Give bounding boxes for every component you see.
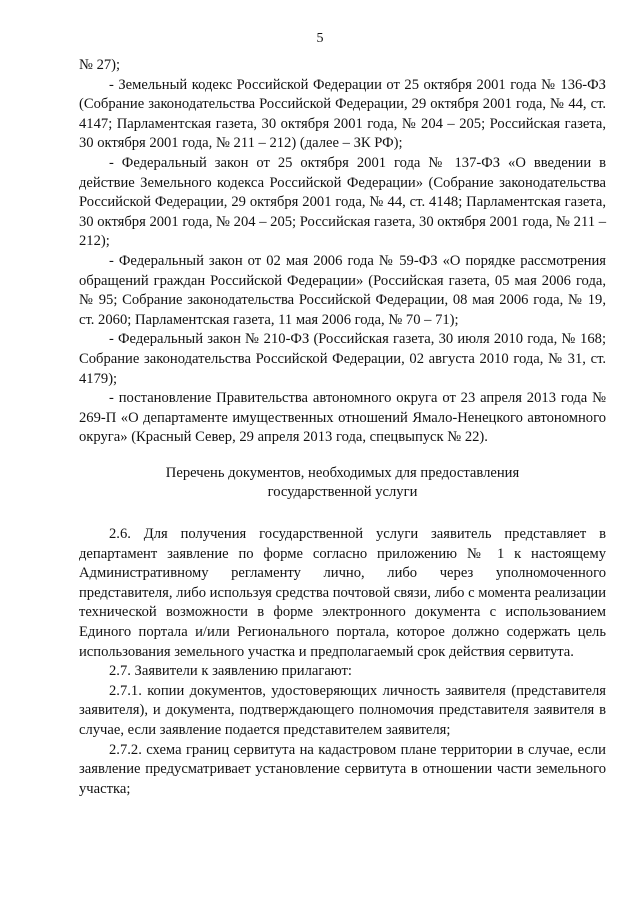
- legal-reference-item: - Земельный кодекс Российской Федерации от 25 октября 2001 года № 136-ФЗ (Собрание законодательства Российской Федерации, 29 октября 2001 года, № 44, ст. 4147; Парламентская газета, 30 октября 2001 года, № 204 – 205; Российская газета, 30 октября 2001 года, № 211 – 212) (далее – ЗК РФ);: [79, 76, 606, 152]
- clause-2-7-2: 2.7.2. схема границ сервитута на кадастровом плане территории в случае, если заявление предусматривает установление сервитута в отношении части земельного участка;: [79, 741, 606, 797]
- section-heading: [79, 464, 606, 503]
- legal-reference-item: - Федеральный закон от 02 мая 2006 года № 59-ФЗ «О порядке рассмотрения обращений граждан Российской Федерации» (Российская газета, 05 мая 2006 года, № 95; Собрание законодательства Российской Федерации, 08 мая 2006 года, № 19, ст. 2060; Парламентская газета, 11 мая 2006 года, № 70 – 71);: [79, 252, 606, 328]
- document-body: [79, 56, 606, 799]
- section-heading-line: Перечень документов, необходимых для предоставления: [165, 464, 520, 481]
- clause-2-7-1: 2.7.1. копии документов, удостоверяющих личность заявителя (представителя заявителя), и документа, подтверждающего полномочия представителя заявителя в случае, если заявление подается представителем заявителя;: [79, 682, 606, 738]
- page-number: 5: [316, 31, 324, 46]
- clause-2-7: 2.7. Заявители к заявлению прилагают:: [109, 663, 352, 680]
- legal-reference-item: - Федеральный закон от 25 октября 2001 года № 137-ФЗ «О введении в действие Земельного кодекса Российской Федерации» (Собрание законодательства Российской Федерации, 29 октября 2001 года, № 44, ст. 4148; Парламентская газета, 30 октября 2001 года, № 204 – 205; Российская газета, 30 октября 2001 года, № 211 – 212);: [79, 154, 606, 250]
- legal-reference-item: - Федеральный закон № 210-ФЗ (Российская газета, 30 июля 2010 года, № 168; Собрание законодательства Российской Федерации, 02 августа 2010 года, № 31, ст. 4179);: [79, 331, 606, 387]
- clause-2-6: 2.6. Для получения государственной услуги заявитель представляет в департамент заявление по форме согласно приложению № 1 к настоящему Административному регламенту лично, либо через уполномоченного представителя, либо используя средства почтовой связи, либо с момента реализации технической возможности в форме электронного документа с использованием Единого портала и/или Регионального портала, которое должно содержать цель использования земельного участка и предполагаемый срок действия сервитута.: [79, 526, 606, 660]
- section-heading-line: государственной услуги: [267, 484, 418, 501]
- list-continuation: № 27);: [79, 57, 121, 73]
- legal-reference-item: - постановление Правительства автономного округа от 23 апреля 2013 года № 269-П «О департаменте имущественных отношений Ямало-Ненецкого автономного округа» (Красный Север, 29 апреля 2013 года, спецвыпуск № 22).: [79, 390, 606, 446]
